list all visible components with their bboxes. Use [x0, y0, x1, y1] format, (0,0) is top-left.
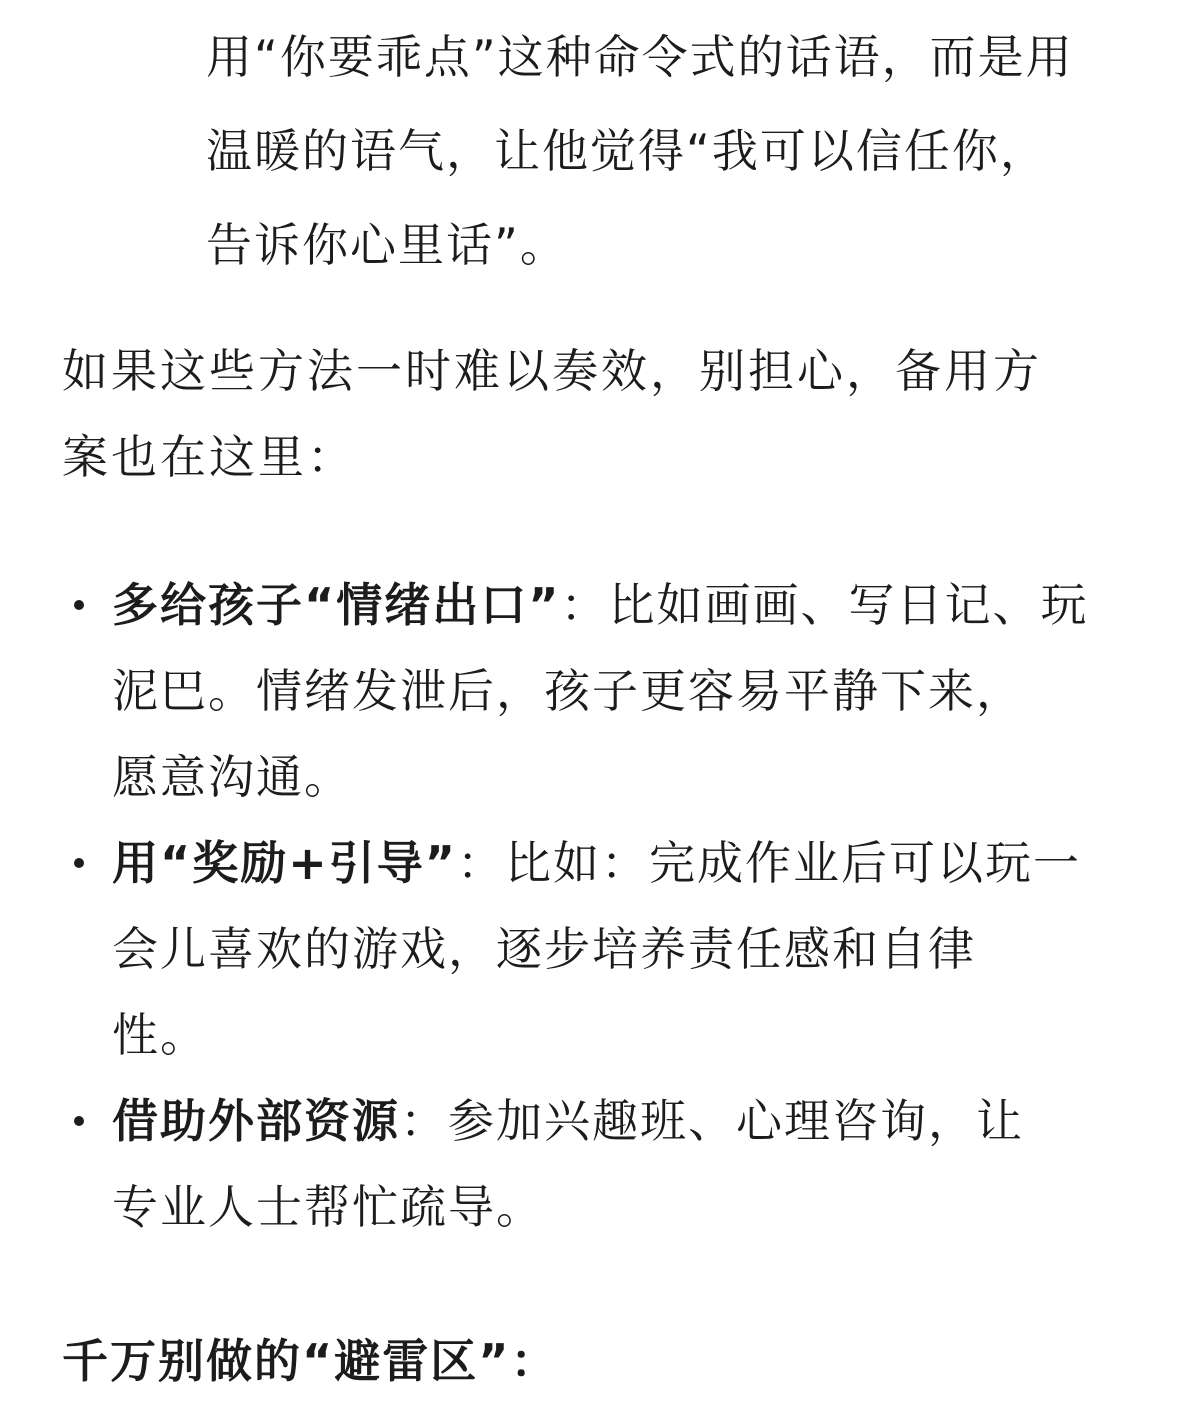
list-item-line-2: 会儿喜欢的游戏，逐步培养责任感和自律: [112, 922, 976, 976]
top-paragraph-line-2: 温暖的语气，让他觉得“我可以信任你，: [206, 124, 1048, 178]
list-item-bold-title: 用“奖励+引导”: [112, 836, 458, 890]
backup-intro-line-2: 案也在这里：: [62, 430, 356, 484]
list-item-line-3: 愿意沟通。: [112, 750, 352, 804]
top-paragraph-line-3: 告诉你心里话”。: [206, 218, 568, 272]
top-indented-paragraph: [206, 10, 1126, 292]
backup-intro-paragraph: [62, 328, 1132, 500]
list-item: [62, 820, 1142, 1078]
list-item-text: ：比如：完成作业后可以玩一: [457, 836, 1082, 890]
bullet-dot-icon: [74, 600, 84, 610]
list-item-text: ：比如画画、写日记、玩: [560, 578, 1089, 632]
list-item-bold-title: 多给孩子“情绪出口”: [112, 578, 561, 632]
list-item: [62, 1078, 1142, 1250]
list-item-line-2: 泥巴。情绪发泄后，孩子更容易平静下来，: [112, 664, 1024, 718]
bullet-dot-icon: [74, 858, 84, 868]
backup-tips-list: [62, 562, 1142, 1250]
list-item-line-2: 专业人士帮忙疏导。: [112, 1180, 544, 1234]
backup-intro-line-1: 如果这些方法一时难以奏效，别担心，备用方: [62, 344, 1042, 398]
top-paragraph-line-1: 用“你要乖点”这种命令式的话语，而是用: [206, 30, 1074, 84]
avoid-zone-heading: 千万别做的“避雷区”：: [62, 1334, 559, 1388]
list-item-line-1: [112, 562, 1142, 648]
list-item-line-1: [112, 1078, 1142, 1164]
list-item-text: ：参加兴趣班、心理咨询，让: [400, 1094, 1024, 1148]
list-item: [62, 562, 1142, 820]
list-item-line-3: 性。: [112, 1008, 208, 1062]
list-item-bold-title: 借助外部资源: [112, 1094, 400, 1148]
bullet-dot-icon: [74, 1116, 84, 1126]
list-item-line-1: [112, 820, 1142, 906]
